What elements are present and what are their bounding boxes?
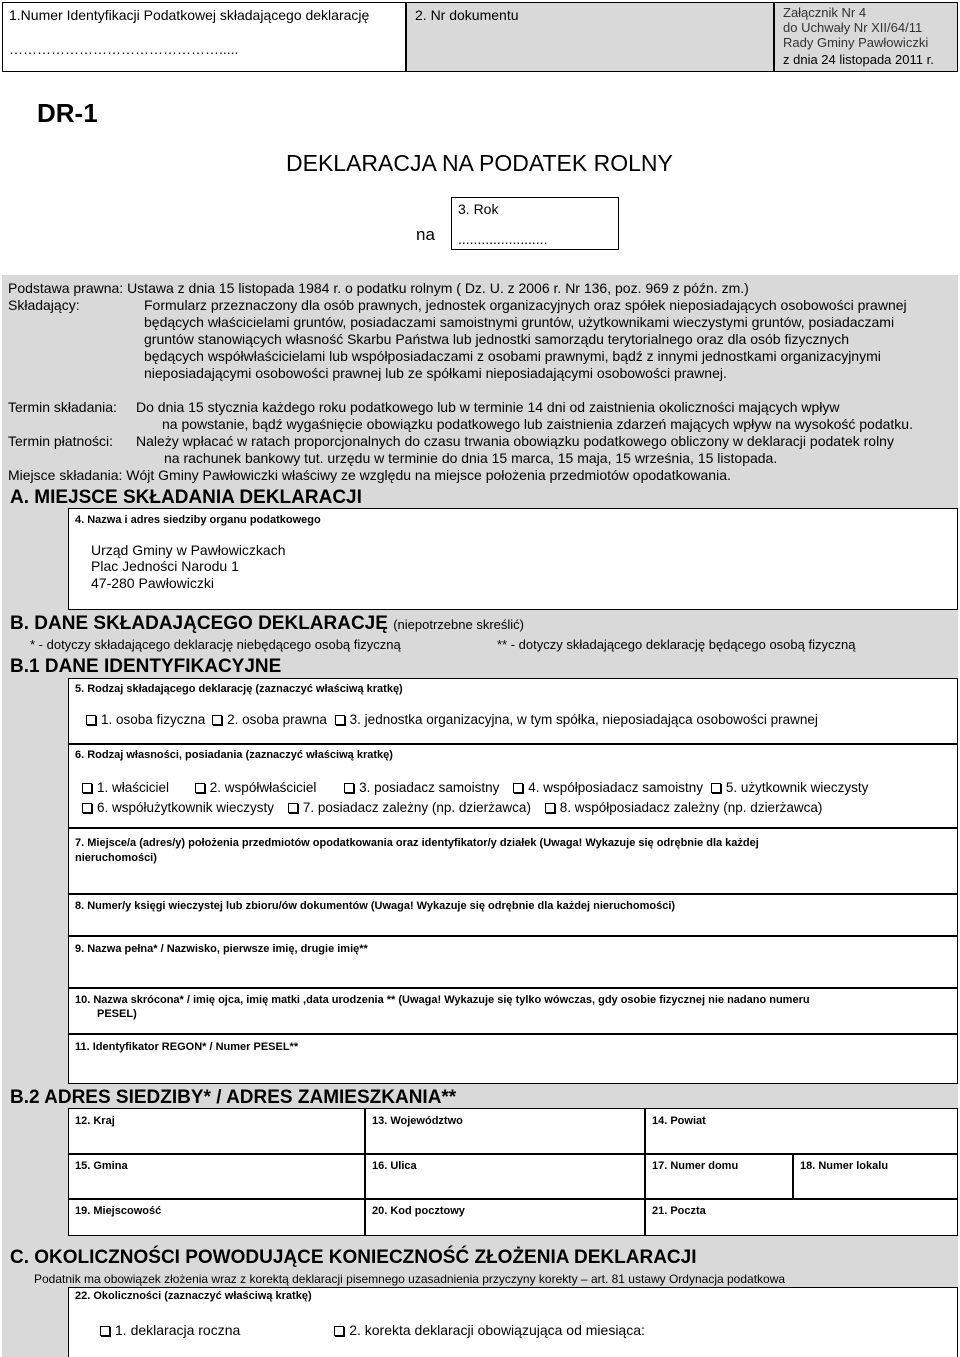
field-21-label: 21. Poczta <box>652 1205 706 1217</box>
annex-line-2: do Uchwały Nr XII/64/11 <box>783 20 923 35</box>
year-field[interactable]: ....................... <box>458 231 548 247</box>
field-6-row-1 <box>82 779 868 796</box>
annex-line-4: z dnia 24 listopada 2011 r. <box>783 52 934 67</box>
form-code: DR-1 <box>37 98 98 128</box>
checkbox-icon[interactable] <box>82 803 92 813</box>
field-14-label: 14. Powiat <box>652 1115 706 1127</box>
tax-office-field <box>68 508 958 610</box>
checkbox-icon[interactable] <box>334 1326 344 1336</box>
checkbox-icon[interactable] <box>86 715 96 725</box>
checkbox-icon[interactable] <box>335 715 345 725</box>
payment-line-2: na rachunek bankowy tut. urzędu w terminie do dnia 15 marca, 15 maja, 15 września, 15 listopada. <box>164 450 778 466</box>
section-c-title: C. OKOLICZNOŚCI POWODUJĄCE KONIECZNOŚĆ ZŁOŻENIA DEKLARACJI <box>10 1247 697 1268</box>
option-correction[interactable]: 2. korekta deklaracji obowiązująca od miesiąca: <box>334 1322 645 1339</box>
filing-place: Miejsce składania: Wójt Gminy Pawłowiczki właściwy ze względu na miejsce położenia przedmiotów opodatkowania. <box>8 467 731 483</box>
field-15-label: 15. Gmina <box>75 1160 128 1172</box>
deadline-line-1: Do dnia 15 stycznia każdego roku podatkowego lub w terminie 14 dni od zaistnienia okoliczności mających wpływ <box>136 399 840 415</box>
checkbox-icon[interactable] <box>195 783 205 793</box>
field-10[interactable] <box>68 988 958 1034</box>
tax-office-line-3: 47-280 Pawłowiczki <box>91 575 214 591</box>
nip-label: 1.Numer Identyfikacji Podatkowej składającego deklarację <box>9 7 370 23</box>
field-5-label: 5. Rodzaj składającego deklarację (zaznaczyć właściwą kratkę) <box>75 683 403 695</box>
year-prefix: na <box>416 225 435 244</box>
annex-box <box>774 2 958 72</box>
field-13-label: 13. Województwo <box>372 1115 463 1127</box>
checkbox-icon[interactable] <box>513 783 523 793</box>
note-star: * - dotyczy składającego deklarację niebędącego osobą fizyczną <box>30 637 401 652</box>
section-b-title-note: (niepotrzebne skreślić) <box>393 617 524 632</box>
field-11-label: 11. Identyfikator REGON* / Numer PESEL** <box>75 1041 299 1053</box>
deadline-label: Termin składania: <box>8 399 117 415</box>
field-6-label: 6. Rodzaj własności, posiadania (zaznaczyć właściwą kratkę) <box>75 749 393 761</box>
option-co-independent-holder[interactable]: 4. współposiadacz samoistny <box>513 779 703 796</box>
field-10-label-line-2: PESEL) <box>97 1008 137 1020</box>
checkbox-icon[interactable] <box>344 783 354 793</box>
field-7-label-line-1: 7. Miejsce/a (adres/y) położenia przedmiotów opodatkowania oraz identyfikator/y działek (Uwaga! Wykazuje się odrębnie dla każdej <box>75 837 759 849</box>
checkbox-icon[interactable] <box>82 783 92 793</box>
section-b-title-text: B. DANE SKŁADAJĄCEGO DEKLARACJĘ <box>10 613 388 634</box>
option-co-perpetual-user[interactable]: 6. współużytkownik wieczysty <box>82 799 274 816</box>
annex-line-1: Załącznik Nr 4 <box>783 5 867 20</box>
option-legal-person[interactable]: 2. osoba prawna <box>212 711 327 728</box>
field-9[interactable] <box>68 936 958 988</box>
tax-office-line-2: Plac Jedności Narodu 1 <box>91 558 239 574</box>
field-8-label: 8. Numer/y księgi wieczystej lub zbioru/ów dokumentów (Uwaga! Wykazuje się odrębnie dla każdej nieruchomości) <box>75 900 676 912</box>
field-20-label: 20. Kod pocztowy <box>372 1205 465 1217</box>
filer-line-4: będących współwłaścicielami lub współposiadaczami z osobami prawnymi, bądź z innymi jednostkami organizacyjnymi <box>144 348 881 364</box>
field-5-options <box>86 711 818 728</box>
section-b2-title: B.2 ADRES SIEDZIBY* / ADRES ZAMIESZKANIA** <box>10 1087 457 1108</box>
field-commune[interactable] <box>68 1154 365 1199</box>
option-independent-holder[interactable]: 3. posiadacz samoistny <box>344 779 499 796</box>
field-apartment-number[interactable] <box>793 1154 958 1199</box>
field-post-office[interactable] <box>645 1199 958 1236</box>
option-natural-person[interactable]: 1. osoba fizyczna <box>86 711 205 728</box>
field-17-label: 17. Numer domu <box>652 1160 739 1172</box>
year-label: 3. Rok <box>458 201 499 217</box>
year-box[interactable] <box>451 197 619 250</box>
nip-field[interactable]: ………………………………………..... <box>9 41 239 57</box>
tax-office-label: 4. Nazwa i adres siedziby organu podatkowego <box>75 514 321 526</box>
checkbox-icon[interactable] <box>545 803 555 813</box>
field-22-label: 22. Okoliczności (zaznaczyć właściwą kratkę) <box>75 1290 312 1302</box>
field-7[interactable] <box>68 828 958 894</box>
section-a-title: A. MIEJSCE SKŁADANIA DEKLARACJI <box>10 487 362 508</box>
payment-line-1: Należy wpłacać w ratach proporcjonalnych do czasu trwania obowiązku podatkowego obliczony w deklaracji podatek rolny <box>136 433 894 449</box>
filer-line-2: będących właścicielami gruntów, posiadaczami samoistnymi gruntów, użytkownikami wieczystymi gruntów, posiadaczami <box>144 314 895 330</box>
field-16-label: 16. Ulica <box>372 1160 417 1172</box>
field-8[interactable] <box>68 894 958 936</box>
field-19-label: 19. Miejscowość <box>75 1205 162 1217</box>
option-perpetual-user[interactable]: 5. użytkownik wieczysty <box>711 779 869 796</box>
section-c-note: Podatnik ma obowiązek złożenia wraz z korektą deklaracji pisemnego uzasadnienia przyczyny korekty – art. 81 ustawy Ordynacja podatkowa <box>34 1272 786 1286</box>
field-12-label: 12. Kraj <box>75 1115 115 1127</box>
form-title: DEKLARACJA NA PODATEK ROLNY <box>286 150 673 176</box>
nip-box <box>2 2 406 72</box>
filer-line-5: nieposiadającymi osobowości prawnej lub ze spółkami nieposiadającymi osobowości prawnej. <box>144 365 727 381</box>
checkbox-icon[interactable] <box>100 1326 110 1336</box>
field-7-label-line-2: nieruchomości) <box>75 852 157 864</box>
legal-basis: Podstawa prawna: Ustawa z dnia 15 listopada 1984 r. o podatku rolnym ( Dz. U. z 2006 r. Nr 136, poz. 969 z późn. zm.) <box>8 280 749 296</box>
document-number-label: 2. Nr dokumentu <box>415 7 519 23</box>
note-double-star: ** - dotyczy składającego deklarację będącego osobą fizyczną <box>497 637 856 652</box>
field-22-options <box>100 1322 645 1339</box>
field-house-number[interactable] <box>645 1154 793 1199</box>
document-number-box <box>406 2 774 72</box>
filer-line-3: gruntów stanowiących własność Skarbu Państwa lub jednostki samorządu terytorialnego oraz dla osób fizycznych <box>144 331 850 347</box>
tax-office-line-1: Urząd Gminy w Pawłowiczkach <box>91 542 286 558</box>
field-6-row-2 <box>82 799 822 816</box>
filer-line-1: Formularz przeznaczony dla osób prawnych, jednostek organizacyjnych oraz spółek nieposiadających osobowości prawnej <box>144 297 907 313</box>
field-11[interactable] <box>68 1034 958 1084</box>
field-street[interactable] <box>365 1154 645 1199</box>
option-organizational-unit[interactable]: 3. jednostka organizacyjna, w tym spółka, nieposiadająca osobowości prawnej <box>335 711 818 728</box>
deadline-line-2: na powstanie, bądź wygaśnięcie obowiązku podatkowego lub zaistnienia zdarzeń mających wpływ na wysokość podatku. <box>162 416 913 432</box>
checkbox-icon[interactable] <box>711 783 721 793</box>
field-town[interactable] <box>68 1199 365 1236</box>
option-annual-declaration[interactable]: 1. deklaracja roczna <box>100 1322 240 1339</box>
checkbox-icon[interactable] <box>212 715 222 725</box>
field-postal-code[interactable] <box>365 1199 645 1236</box>
option-co-owner[interactable]: 2. współwłaściciel <box>195 779 317 796</box>
option-co-dependent-holder[interactable]: 8. współposiadacz zależny (np. dzierżawca) <box>545 799 823 816</box>
field-country[interactable] <box>68 1108 365 1154</box>
field-voivodeship[interactable] <box>365 1108 645 1154</box>
payment-label: Termin płatności: <box>8 433 114 449</box>
field-9-label: 9. Nazwa pełna* / Nazwisko, pierwsze imię, drugie imię** <box>75 943 368 955</box>
checkbox-icon[interactable] <box>288 803 298 813</box>
option-owner[interactable]: 1. właściciel <box>82 779 169 796</box>
field-county[interactable] <box>645 1108 958 1154</box>
field-10-label-line-1: 10. Nazwa skrócona* / imię ojca, imię matki ,data urodzenia ** (Uwaga! Wykazuje się tylko wówczas, gdy osobie fizycznej nie nadano numeru <box>75 994 810 1006</box>
filer-label: Składający: <box>8 297 80 313</box>
field-18-label: 18. Numer lokalu <box>800 1160 889 1172</box>
annex-line-3: Rady Gminy Pawłowiczki <box>783 35 929 50</box>
section-b1-title: B.1 DANE IDENTYFIKACYJNE <box>10 656 282 677</box>
option-dependent-holder[interactable]: 7. posiadacz zależny (np. dzierżawca) <box>288 799 531 816</box>
section-b-title <box>8 613 524 636</box>
